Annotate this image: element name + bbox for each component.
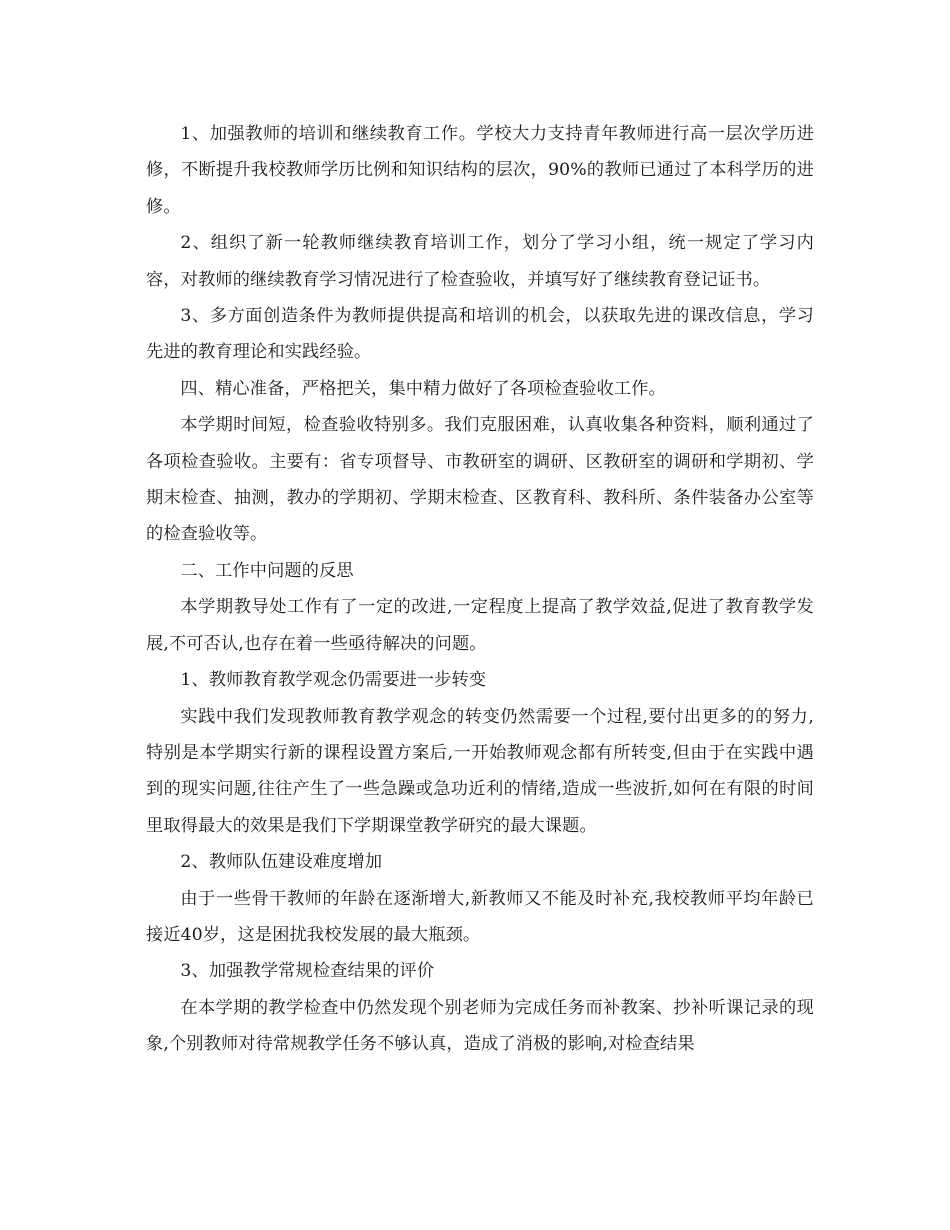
subheading-teaching-concepts: 1、教师教育教学观念仍需要进一步转变 bbox=[180, 670, 487, 691]
paragraph-staff-building: 由于一些骨干教师的年龄在逐渐增大,新教师又不能及时补充,我校教师平均年龄已接近40岁，这是困扰我校发展的最大瓶颈。 bbox=[146, 888, 814, 945]
paragraph-teacher-training: 1、加强教师的培训和继续教育工作。学校大力支持青年教师进行高一层次学历进修，不断提升我校教师学历比例和知识结构的层次，90%的教师已通过了本科学历的进修。 bbox=[146, 124, 814, 217]
section-heading-reflection: 二、工作中问题的反思 bbox=[180, 560, 354, 581]
paragraph-reflection-intro: 本学期教导处工作有了一定的改进,一定程度上提高了教学效益,促进了教育教学发展,不可否认,也存在着一些亟待解决的问题。 bbox=[146, 597, 814, 654]
section-heading-inspection: 四、精心准备，严格把关，集中精力做好了各项检查验收工作。 bbox=[180, 378, 666, 399]
paragraph-training-opportunities: 3、多方面创造条件为教师提供提高和培训的机会，以获取先进的课改信息，学习先进的教育理论和实践经验。 bbox=[146, 306, 814, 363]
paragraph-continuing-education: 2、组织了新一轮教师继续教育培训工作，划分了学习小组，统一规定了学习内容，对教师的继续教育学习情况进行了检查验收，并填写好了继续教育登记证书。 bbox=[146, 233, 814, 290]
subheading-staff-building: 2、教师队伍建设难度增加 bbox=[180, 852, 383, 873]
document-body bbox=[146, 116, 814, 1063]
paragraph-inspection-details: 本学期时间短，检查验收特别多。我们克服困难，认真收集各种资料，顺利通过了各项检查验收。主要有：省专项督导、市教研室的调研、区教研室的调研和学期初、学期末检查、抽测，教办的学期初、学期末检查、区教育科、教科所、条件装备办公室等的检查验收等。 bbox=[146, 415, 814, 545]
paragraph-inspection-evaluation: 在本学期的教学检查中仍然发现个别老师为完成任务而补教案、抄补听课记录的现象,个别教师对待常规教学任务不够认真，造成了消极的影响,对检查结果 bbox=[146, 997, 814, 1055]
subheading-inspection-evaluation: 3、加强教学常规检查结果的评价 bbox=[180, 961, 435, 982]
paragraph-teaching-concepts: 实践中我们发现教师教育教学观念的转变仍然需要一个过程,要付出更多的的努力,特别是本学期实行新的课程设置方案后,一开始教师观念都有所转变,但由于在实践中遇到的现实问题,往往产生了一些急躁或急功近利的情绪,造成一些波折,如何在有限的时间里取得最大的效果是我们下学期课堂教学研究的最大课题。 bbox=[146, 706, 814, 836]
